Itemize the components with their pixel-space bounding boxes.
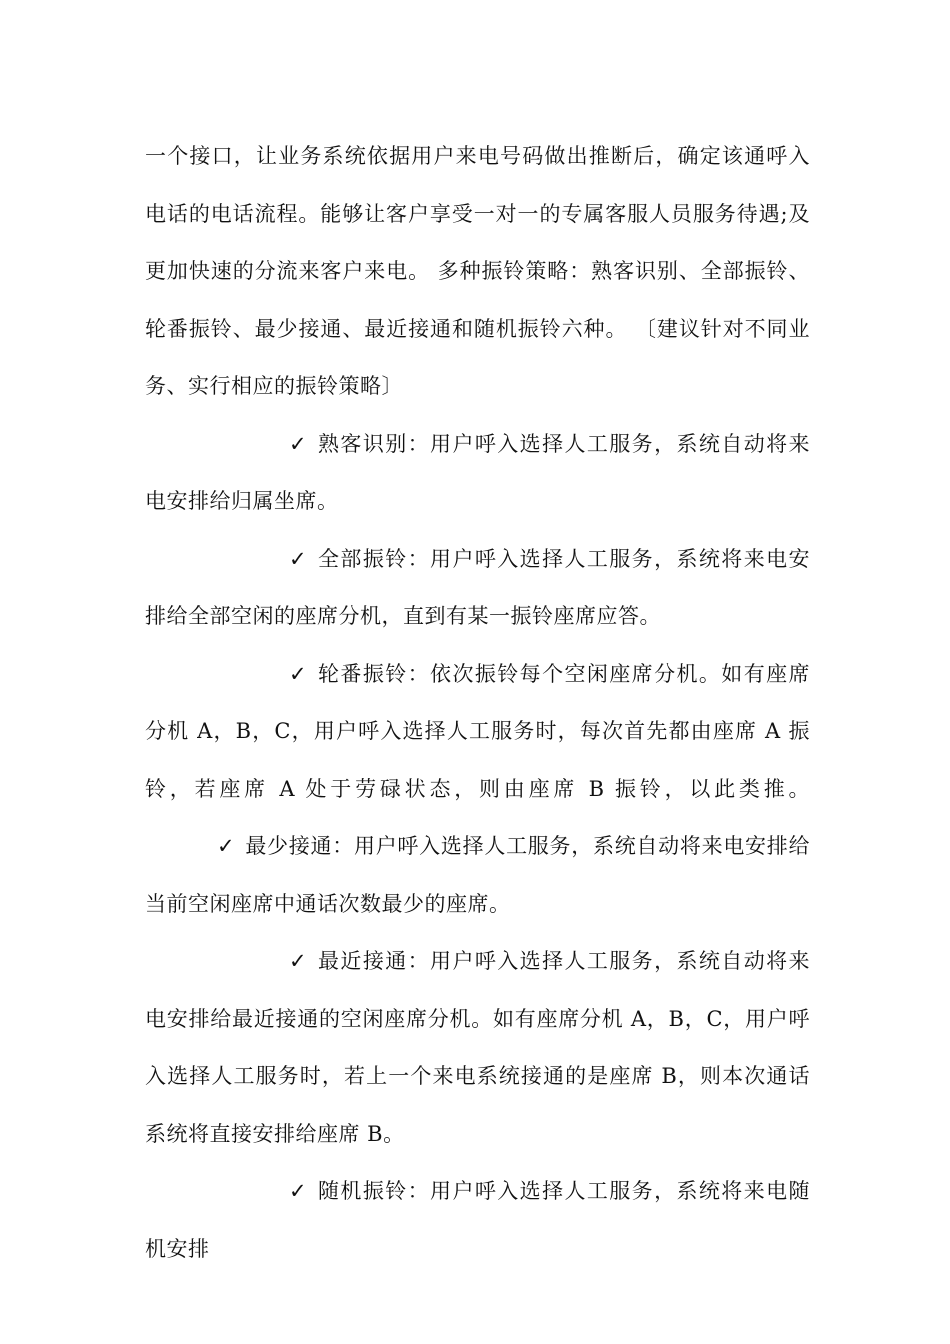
check-icon: ✓ (289, 431, 308, 456)
strategy-description: 用户呼入选择人工服务，系统自动将来电安排给最近接通的空闲座席分机。如有座席分机 A，B，C，用户呼入选择人工服务时，若上一个来电系统接通的是座席 B，则本次通话系统将直接安排给座席 B。 (145, 949, 811, 1146)
document-body (145, 128, 810, 1278)
strategy-separator: ： (407, 1179, 431, 1203)
strategy-description: 用户呼入选择人工服务，系统将来电安排给全部空闲的座席分机，直到有某一振铃座席应答。 (145, 546, 811, 628)
strategy-ring-all (145, 531, 810, 646)
strategy-familiar-customer (145, 416, 810, 531)
strategy-round-robin (145, 646, 810, 934)
strategy-separator: ： (407, 661, 431, 686)
strategy-separator: ： (407, 546, 431, 571)
check-icon: ✓ (289, 1179, 308, 1203)
strategy-term-least-connected: 最少接通 (245, 834, 333, 858)
strategy-separator: ： (332, 834, 354, 858)
strategy-separator: ： (407, 431, 431, 456)
strategy-term: 随机振铃 (317, 1179, 408, 1203)
strategy-term: 轮番振铃 (317, 661, 408, 686)
check-icon: ✓ (289, 661, 308, 686)
strategy-random (145, 1163, 810, 1278)
strategy-term: 熟客识别 (317, 431, 408, 456)
strategy-term: 全部振铃 (317, 546, 408, 571)
strategy-description-least-connected: 用户呼入选择人工服务，系统自动将来电安排给当前空闲座席中通话次数最少的座席。 (145, 834, 811, 916)
strategy-term: 最近接通 (317, 949, 408, 973)
strategy-description: 用户呼入选择人工服务，系统自动将来电安排给归属坐席。 (145, 431, 811, 513)
strategy-most-recent (145, 933, 810, 1163)
strategy-description: 依次振铃每个空闲座席分机。如有座席分机 A，B，C，用户呼入选择人工服务时，每次首先都由座席 A 振铃，若座席 A 处于劳碌状态，则由座席 B 振铃，以此类推。 (145, 661, 811, 801)
check-icon: ✓ (217, 834, 236, 858)
strategy-separator: ： (407, 949, 431, 973)
check-icon: ✓ (289, 546, 308, 571)
intro-paragraph: 一个接口，让业务系统依据用户来电号码做出推断后，确定该通呼入电话的电话流程。能够让客户享受一对一的专属客服人员服务待遇;及更加快速的分流来客户来电。 多种振铃策略：熟客识别、全部振铃、轮番振铃、最少接通、最近接通和随机振铃六种。 〔建议针对不同业务、实行相应的振铃策略〕 (145, 144, 810, 398)
strategy-description: 用户呼入选择人工服务，系统将来电随机安排 (145, 1179, 811, 1261)
check-icon: ✓ (289, 949, 308, 973)
